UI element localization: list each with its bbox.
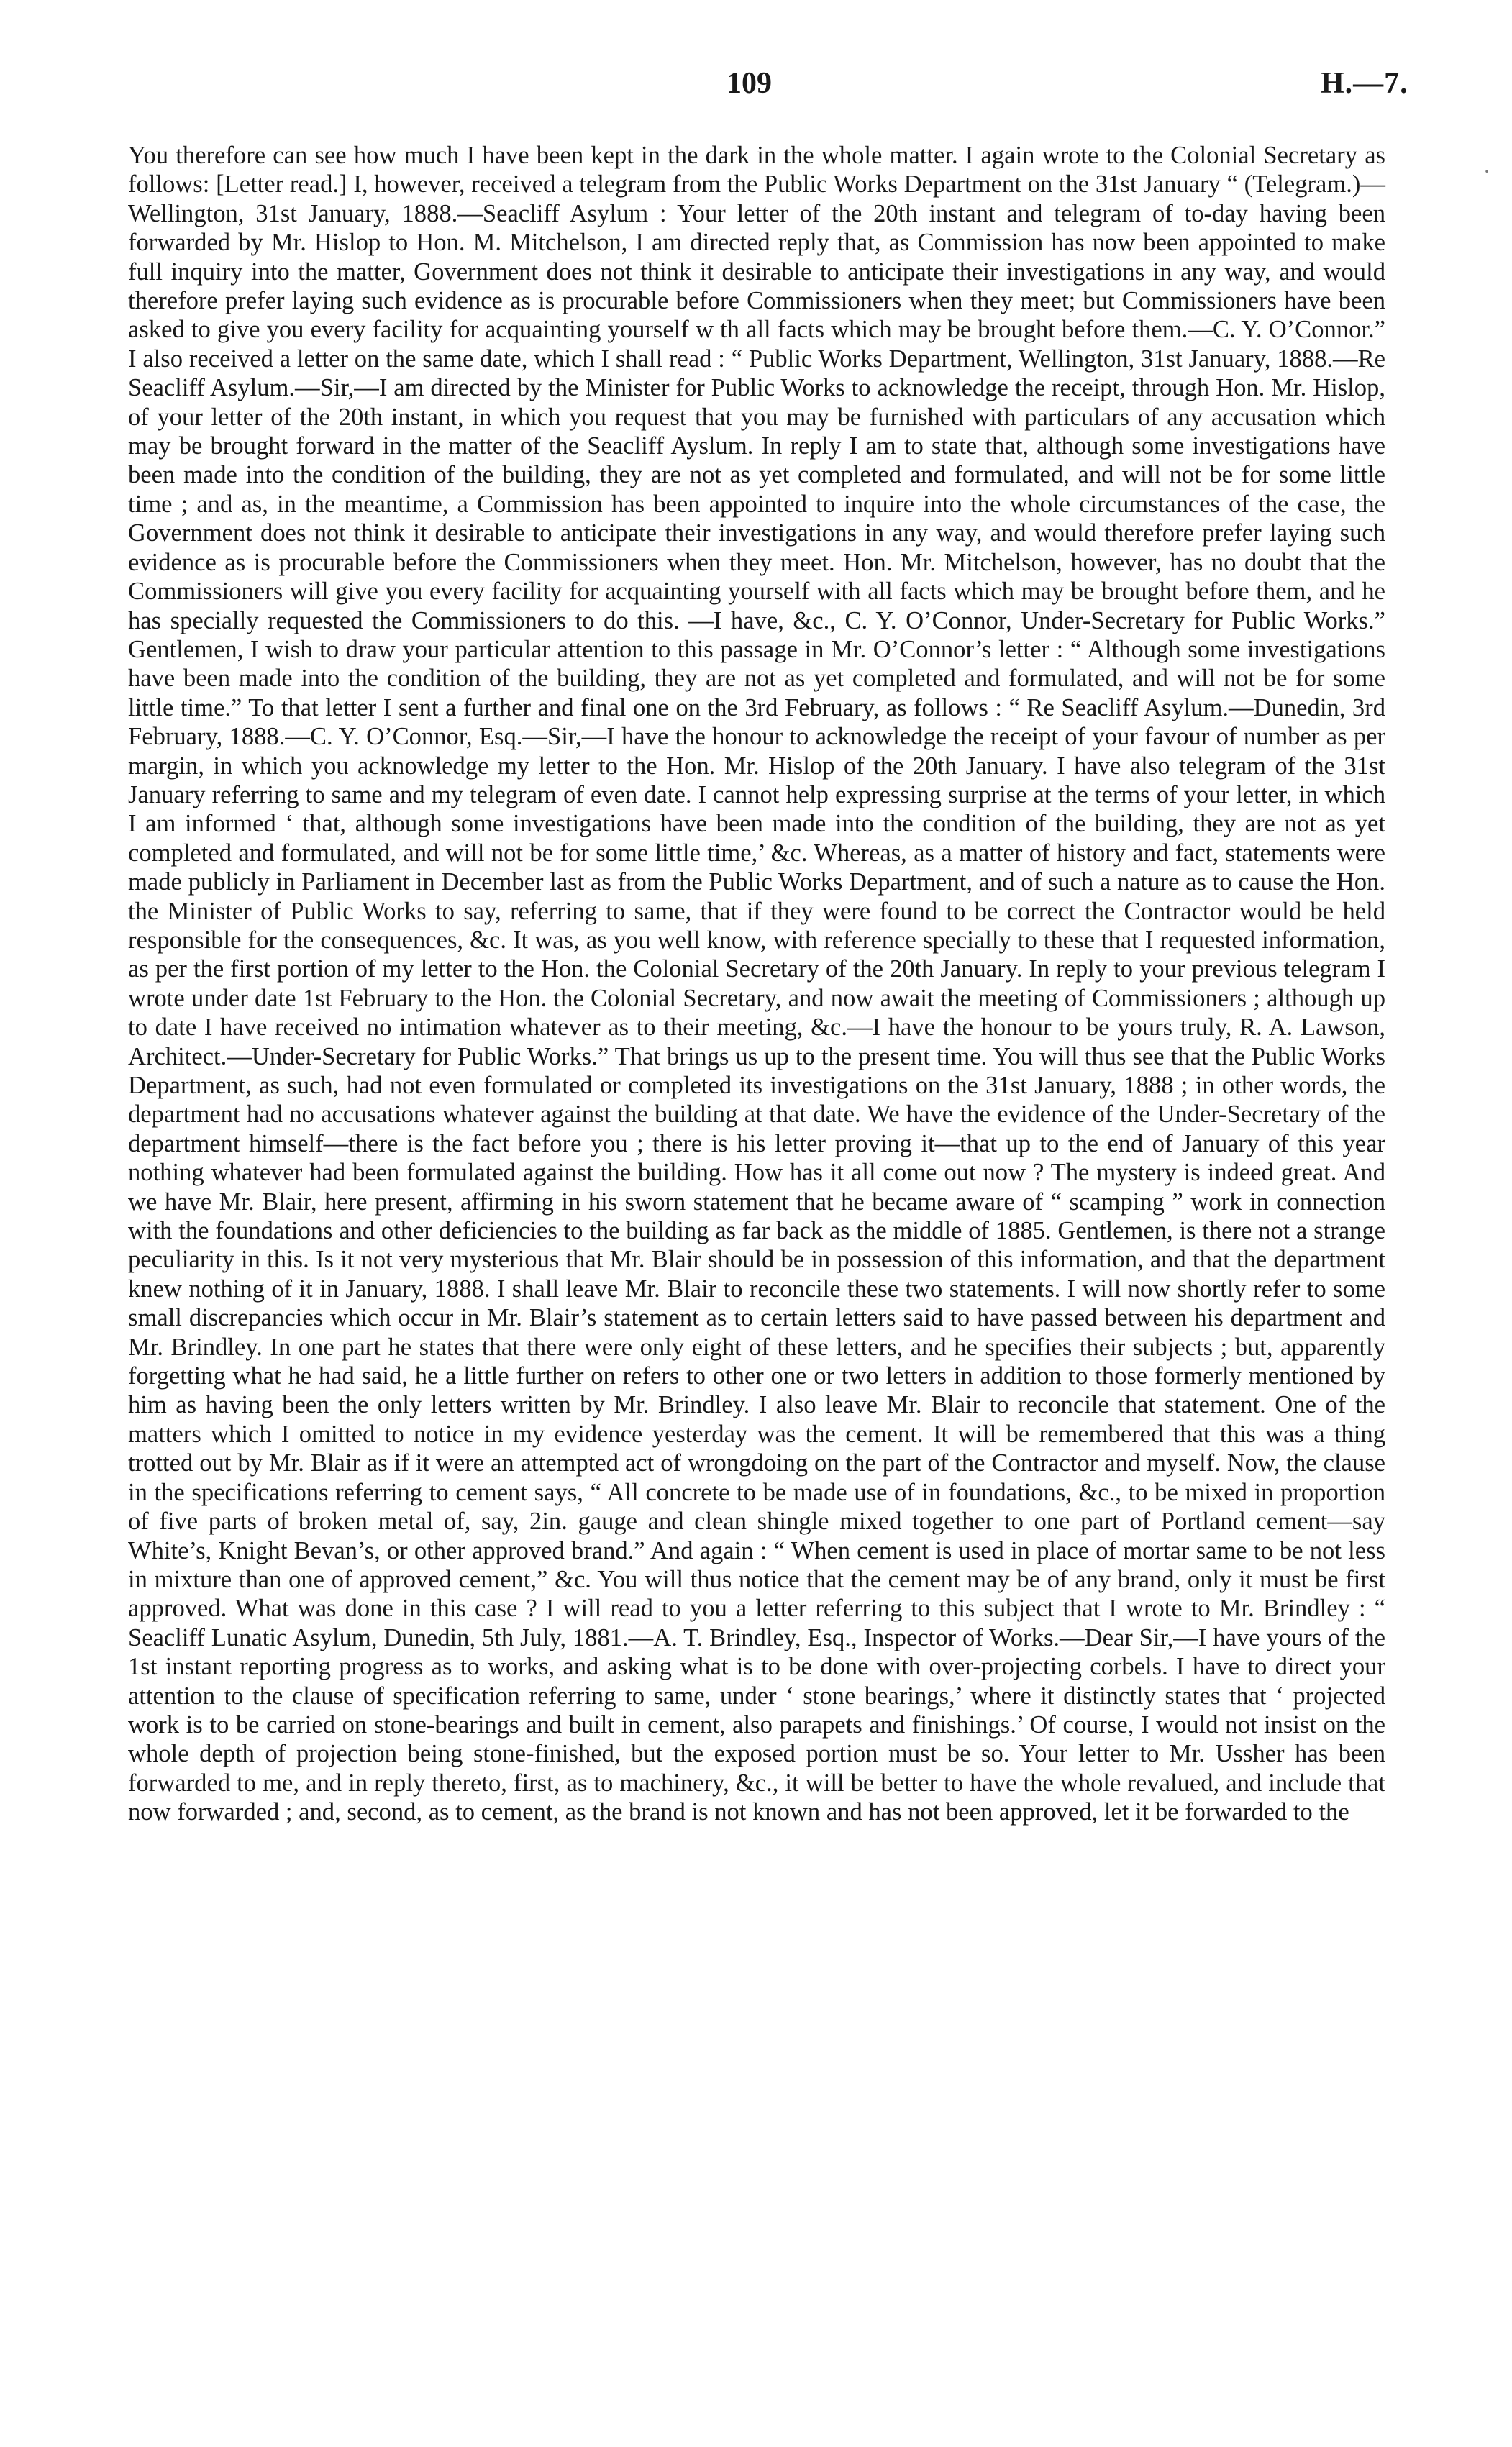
- page-number: 109: [727, 67, 772, 100]
- body-paragraph: You therefore can see how much I have been kept in the dark in the whole matter. I again wrote to the Colonial Secretary as follows: [Letter read.] I, however, received a telegram from the Public Works Department on the 31st January “ (Telegram.)—Wellington, 31st January, 1888.—Seacliff Asylum : Your letter of the 20th instant and telegram of to-day having been forwarded by Mr. Hislop to Hon. M. Mitchelson, I am directed reply that, as Commission has now been appointed to make full inquiry into the matter, Government does not think it desirable to anticipate their investigations in any way, and would therefore prefer laying such evidence as is procurable before Commissioners when they meet; but Commissioners have been asked to give you every facility for acquainting yourself w th all facts which may be brought before them.—C. Y. O’Connor.” I also received a letter on the same date, which I shall read : “ Public Works Department, Wellington, 31st January, 1888.—Re Seacliff Asylum.—Sir,—I am directed by the Minister for Public Works to acknowledge the receipt, through Hon. Mr. Hislop, of your letter of the 20th instant, in which you request that you may be furnished with particulars of any accusation which may be brought forward in the matter of the Seacliff Ayslum. In reply I am to state that, although some investigations have been made into the condition of the building, they are not as yet completed and formulated, and will not be for some little time ; and as, in the meantime, a Commission has been appointed to inquire into the whole circumstances of the case, the Government does not think it desirable to anticipate their investigations in any way, and would therefore prefer laying such evidence as is procurable before the Commissioners when they meet. Hon. Mr. Mitchelson, however, has no doubt that the Commissioners will give you every facility for acquainting yourself with all facts which may be brought before them, and he has specially requested the Commissioners to do this. —I have, &c., C. Y. O’Connor, Under-Secretary for Public Works.” Gentlemen, I wish to draw your particular attention to this passage in Mr. O’Connor’s letter : “ Although some investigations have been made into the condition of the building, they are not as yet completed and formulated, and will not be for some little time.” To that letter I sent a further and final one on the 3rd February, as follows : “ Re Seacliff Asylum.—Dunedin, 3rd February, 1888.—C. Y. O’Connor, Esq.—Sir,—I have the honour to acknowledge the receipt of your favour of number as per margin, in which you acknowledge my letter to the Hon. Mr. Hislop of the 20th January. I have also telegram of the 31st January referring to same and my telegram of even date. I cannot help expressing surprise at the terms of your letter, in which I am informed ‘ that, although some investigations have been made into the condition of the building, they are not as yet completed and formulated, and will not be for some little time,’ &c. Whereas, as a matter of history and fact, statements were made publicly in Parliament in December last as from the Public Works Department, and of such a nature as to cause the Hon. the Minister of Public Works to say, referring to same, that if they were found to be correct the Contractor would be held responsible for the consequences, &c. It was, as you well know, with reference specially to these that I requested information, as per the first portion of my letter to the Hon. the Colonial Secretary of the 20th January. In reply to your previous telegram I wrote under date 1st February to the Hon. the Colonial Secretary, and now await the meeting of Commissioners ; although up to date I have received no intimation whatever as to their meeting, &c.—I have the honour to be yours truly, R. A. Lawson, Architect.—Under-Secretary for Public Works.” That brings us up to the present time. You will thus see that the Public Works Department, as such, had not even formulated or completed its investigations on the 31st January, 1888 ; in other words, the department had no accusations whatever against the building at that date. We have the evidence of the Under-Secretary of the department himself—there is the fact before you ; there is his letter proving it—that up to the end of January of this year nothing whatever had been formulated against the building. How has it all come out now ? The mystery is indeed great. And we have Mr. Blair, here present, affirming in his sworn statement that he became aware of “ scamping ” work in connection with the foundations and other deficiencies to the building as far back as the middle of 1885. Gentlemen, is there not a strange peculiarity in this. Is it not very mysterious that Mr. Blair should be in possession of this information, and that the department knew nothing of it in January, 1888. I shall leave Mr. Blair to reconcile these two statements. I will now shortly refer to some small discrepancies which occur in Mr. Blair’s statement as to certain letters said to have passed between his department and Mr. Brindley. In one part he states that there were only eight of these letters, and he specifies their subjects ; but, apparently forgetting what he had said, he a little further on refers to other one or two letters in addition to those formerly mentioned by him as having been the only letters written by Mr. Brindley. I also leave Mr. Blair to reconcile that statement. One of the matters which I omitted to notice in my evidence yesterday was the cement. It will be remembered that this was a thing trotted out by Mr. Blair as if it were an attempted act of wrongdoing on the part of the Contractor and myself. Now, the clause in the specifications referring to cement says, “ All concrete to be made use of in foundations, &c., to be mixed in proportion of five parts of broken metal of, say, 2in. gauge and clean shingle mixed together to one part of Portland cement—say White’s, Knight Bevan’s, or other approved brand.” And again : “ When cement is used in place of mortar same to be not less in mixture than one of approved cement,” &c. You will thus notice that the cement may be of any brand, only it must be first approved. What was done in this case ? I will read to you a letter referring to this subject that I wrote to Mr. Brindley : “ Seacliff Lunatic Asylum, Dunedin, 5th July, 1881.—A. T. Brindley, Esq., Inspector of Works.—Dear Sir,—I have yours of the 1st instant reporting progress as to works, and asking what is to be done with over-projecting corbels. I have to direct your attention to the clause of specification referring to same, under ‘ stone bearings,’ where it distinctly states that ‘ projected work is to be carried on stone-bearings and built in cement, also parapets and finishings.’ Of course, I would not insist on the whole depth of projection being stone-finished, but the exposed portion must be so. Your letter to Mr. Ussher has been forwarded to me, and in reply thereto, first, as to machinery, &c., it will be better to have the whole revalued, and include that now forwarded ; and, second, as to cement, as the brand is not known and has not been approved, let it be forwarded to the: [128, 142, 1385, 1826]
- margin-speck: ·: [1483, 160, 1490, 183]
- page-header: [0, 66, 1512, 109]
- document-reference: H.—7.: [1321, 67, 1408, 100]
